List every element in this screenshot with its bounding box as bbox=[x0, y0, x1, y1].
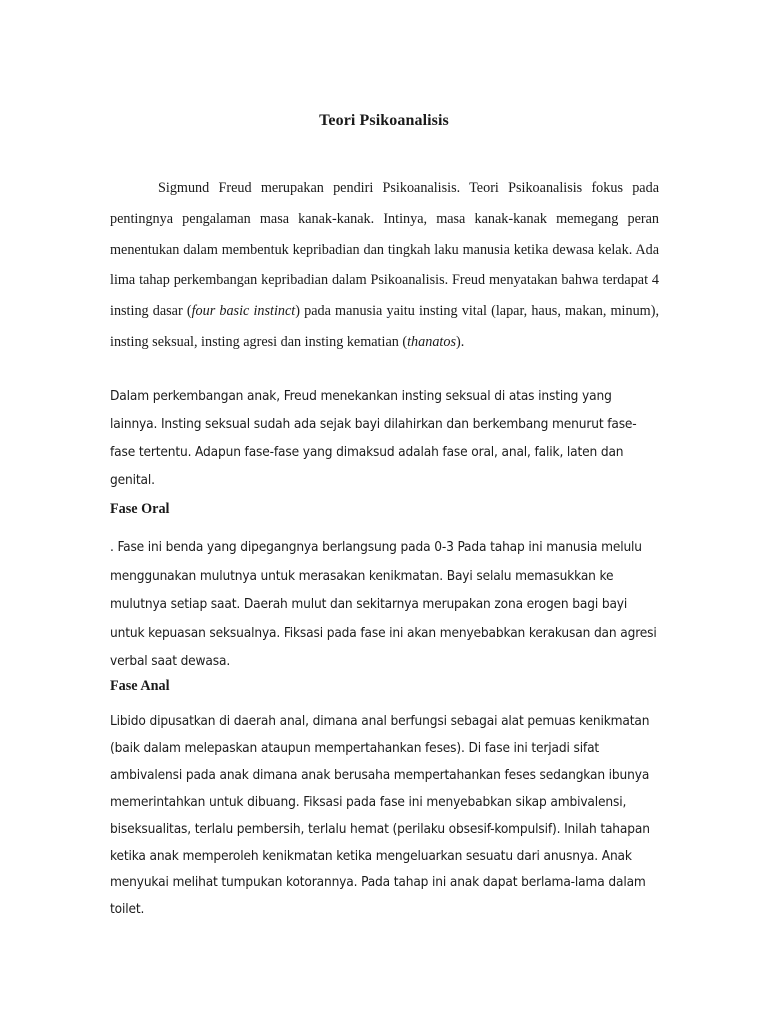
intro-paragraph bbox=[110, 173, 659, 358]
intro-italic-term-2: thanatos bbox=[407, 333, 456, 350]
section-heading-oral: Fase Oral bbox=[110, 501, 170, 517]
intro-text-before-italic: menyatakan bahwa terdapat 4 insting dasar ( bbox=[110, 272, 660, 320]
intro-text-after-italic: ) pada manusia yaitu insting vital (lapar, haus, makan, minum), insting seksual, insting agresi dan insting kematian ( bbox=[110, 303, 659, 350]
development-paragraph: Dalam perkembangan anak, Freud menekankan insting seksual di atas insting yang lainnya. Insting seksual sudah ada sejak bayi dilahirkan dan berkembang menurut fase-fase tertentu. Adapun fase-fase yang dimaksud adalah fase oral, anal, falik, laten dan genital. bbox=[110, 388, 637, 488]
intro-text-end: ). bbox=[455, 333, 465, 350]
section-text-anal: Libido dipusatkan di daerah anal, dimana anal berfungsi sebagai alat pemuas kenikmatan (baik dalam melepaskan ataupun mempertahankan feses). Di fase ini terjadi sifat ambivalensi pada anak dimana anak berusaha mempertahankan feses sedangkan ibunya memerintahkan untuk dibuang. Fiksasi pada fase ini menyebabkan sikap ambivalensi, biseksualitas, terlalu pembersih, terlalu hemat (perilaku obsesif-kompulsif). Inilah tahapan ketika anak memperoleh kenikmatan ketika mengeluarkan sesuatu dari anusnya. Anak menyukai melihat tumpukan kotorannya. Pada tahap ini anak dapat berlama-lama dalam toilet. bbox=[110, 713, 650, 918]
section-heading-anal: Fase Anal bbox=[110, 678, 170, 694]
document-title: Teori Psikoanalisis bbox=[319, 112, 449, 129]
section-text-oral: . Fase ini benda yang dipegangnya berlangsung pada 0-3 Pada tahap ini manusia melulu menggunakan mulutnya untuk merasakan kenikmatan. Bayi selalu memasukkan ke mulutnya setiap saat. Daerah mulut dan sekitarnya merupakan zona erogen bagi bayi untuk kepuasan seksualnya. Fiksasi pada fase ini akan menyebabkan kerakusan dan agresi verbal saat dewasa. bbox=[110, 539, 657, 670]
intro-italic-term-1: four basic instinct bbox=[191, 303, 296, 320]
intro-text-part1: Sigmund Freud merupakan pendiri Psikoanalisis. Teori Psikoanalisis fokus pada pentingnya pengalaman masa kanak-kanak. Intinya, masa kanak-kanak memegang peran menentukan dalam membentuk kepribadian dan tingkah laku manusia ketika dewasa kelak. Ada lima tahap perkembangan kepribadian dalam Psikoanalisis. Freud bbox=[110, 180, 659, 289]
